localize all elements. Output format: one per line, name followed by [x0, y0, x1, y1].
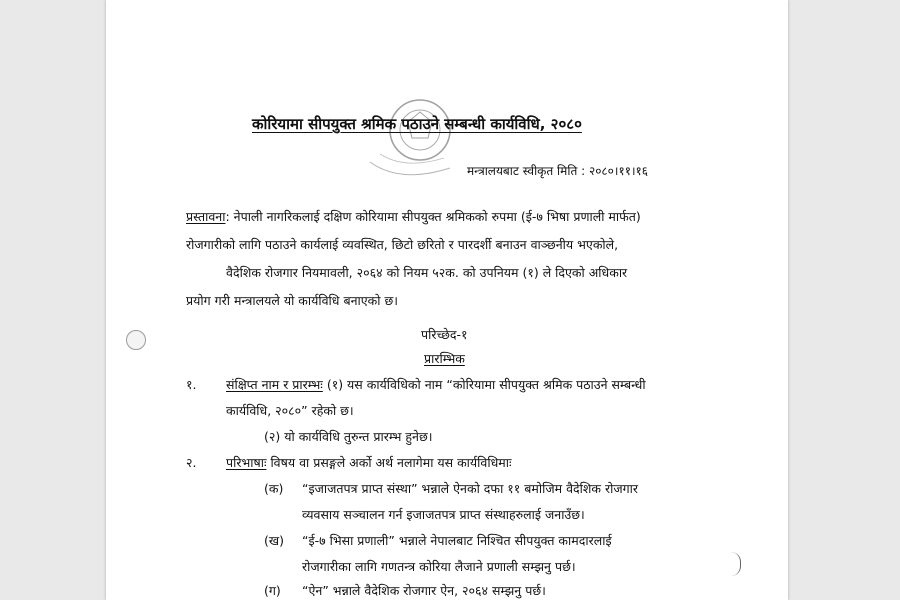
item-kh-label: (ख): [264, 533, 284, 548]
document-title: कोरियामा सीपयुक्त श्रमिक पठाउने सम्बन्धी कार्यविधि, २०८०: [252, 115, 582, 133]
section-2-intro-text: विषय वा प्रसङ्गले अर्को अर्थ नलागेमा यस कार्यविधिमाः: [266, 455, 512, 470]
preamble-line-2: रोजगारीको लागि पठाउने कार्यलाई व्यवस्थित, छिटो छरितो र पारदर्शी बनाउन वाञ्छनीय भएकोले,: [186, 237, 619, 252]
preamble-line-3: वैदेशिक रोजगार नियमावली, २०६४ को नियम ५२क. को उपनियम (१) ले दिएको अधिकार: [226, 265, 628, 280]
official-seal-stamp: [360, 92, 472, 186]
preamble-line-4: प्रयोग गरी मन्त्रालयले यो कार्यविधि बनाएको छ।: [186, 293, 398, 308]
section-1-line-2: कार्यविधि, २०८०” रहेको छ।: [226, 403, 354, 418]
item-g-line-1: “ऐन” भन्नाले वैदेशिक रोजगार ऐन, २०६४ सम्झनु पर्छ।: [302, 583, 546, 598]
item-k-line-2: व्यवसाय सञ्चालन गर्न इजाजतपत्र प्राप्त संस्थाहरुलाई जनाउँछ।: [302, 507, 585, 522]
approval-date: मन्त्रालयबाट स्वीकृत मिति : २०८०।११।१६: [467, 164, 648, 178]
section-2-number: २.: [186, 455, 197, 470]
section-1-sub-2: (२) यो कार्यविधि तुरुन्त प्रारम्भ हुनेछ।: [264, 429, 433, 444]
item-kh-line-2: रोजगारीका लागि गणतन्त्र कोरिया लैजाने प्रणाली सम्झनु पर्छ।: [302, 559, 576, 574]
section-1-heading: संक्षिप्त नाम र प्रारम्भः: [226, 377, 323, 392]
punch-hole: [126, 330, 146, 350]
item-k-line-1: “इजाजतपत्र प्राप्त संस्था” भन्नाले ऐनको दफा ११ बमोजिम वैदेशिक रोजगार: [302, 481, 638, 496]
section-1-number: १.: [186, 377, 197, 392]
section-2-heading: परिभाषाः: [226, 455, 267, 470]
chapter-number: परिच्छेद-१: [421, 327, 468, 342]
item-k-label: (क): [264, 481, 284, 496]
section-1-line-1: [226, 376, 646, 393]
item-kh-line-1: “ई-७ भिसा प्रणाली” भन्नाले नेपालबाट निश्चित सीपयुक्त कामदारलाई: [302, 533, 612, 548]
item-g-label: (ग): [264, 583, 281, 598]
section-1-text: (१) यस कार्यविधिको नाम “कोरियामा सीपयुक्त श्रमिक पठाउने सम्बन्धी: [322, 377, 646, 392]
preamble-line-1: [186, 208, 641, 225]
preamble-label: प्रस्तावना: [186, 209, 226, 224]
section-2-intro: [226, 454, 512, 471]
chapter-title: प्रारम्भिक: [424, 351, 465, 366]
preamble-text: : नेपाली नागरिकलाई दक्षिण कोरियामा सीपयुक्त श्रमिकको रुपमा (ई-७ भिषा प्रणाली मार्फत): [225, 209, 641, 224]
